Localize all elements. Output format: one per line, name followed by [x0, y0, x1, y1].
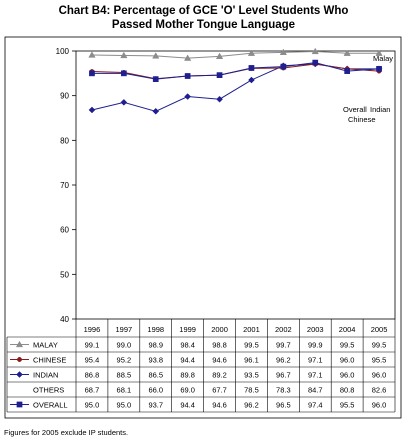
data-label: 84.7	[307, 385, 323, 395]
plot-area	[76, 51, 395, 319]
x-tick-label: 1997	[115, 325, 133, 334]
data-point	[89, 71, 94, 76]
data-label: 99.5	[339, 340, 355, 350]
data-label: 99.9	[307, 340, 323, 350]
data-label: 95.0	[116, 400, 132, 410]
data-label: 98.9	[148, 340, 164, 350]
data-label: 95.5	[339, 400, 355, 410]
data-label: 97.4	[307, 400, 323, 410]
data-point	[17, 372, 23, 378]
x-tick-label: 1996	[83, 325, 101, 334]
y-tick-label: 90	[60, 91, 69, 101]
data-label: 89.8	[180, 370, 195, 380]
data-label: 96.2	[244, 400, 259, 410]
data-label: 93.7	[148, 400, 164, 410]
data-point	[121, 71, 126, 76]
data-label: 95.5	[371, 355, 387, 365]
x-tick-label: 2002	[275, 325, 292, 334]
data-label: 98.8	[212, 340, 227, 350]
data-label: 96.0	[339, 370, 355, 380]
chart-title-line-1: Chart B4: Percentage of GCE 'O' Level Students Who	[58, 5, 349, 17]
data-label: 93.5	[244, 370, 259, 380]
y-tick-label: 70	[60, 181, 69, 190]
data-label: 96.1	[244, 355, 259, 365]
legend-label: INDIAN	[33, 370, 59, 380]
data-label: 95.2	[116, 355, 132, 365]
y-tick-label: 100	[55, 47, 69, 56]
data-label: 99.7	[276, 340, 291, 350]
data-label: 96.7	[276, 370, 291, 380]
data-label: 89.2	[212, 370, 227, 380]
x-tick-label: 2000	[211, 325, 228, 334]
data-point	[249, 65, 254, 70]
table-row-chinese	[10, 356, 386, 365]
data-label: 98.4	[180, 340, 195, 350]
data-point	[345, 69, 350, 74]
data-point	[17, 402, 22, 407]
data-label: 94.6	[212, 400, 227, 410]
annotation-overall: Overall	[343, 105, 367, 114]
data-label: 96.0	[371, 400, 387, 410]
y-axis	[56, 47, 76, 324]
data-label: 80.8	[339, 385, 355, 395]
y-tick-label: 40	[60, 315, 69, 324]
data-point	[281, 64, 286, 69]
data-label: 96.0	[339, 355, 355, 365]
data-label: 94.6	[212, 355, 227, 365]
data-point	[153, 77, 158, 82]
legend-label: OVERALL	[33, 400, 68, 410]
table-row-overall	[10, 401, 386, 410]
data-label: 96.2	[276, 355, 291, 365]
data-label: 88.5	[116, 370, 132, 380]
data-label: 96.0	[371, 370, 387, 380]
annotation-chinese: Chinese	[348, 115, 376, 124]
data-label: 82.6	[371, 385, 387, 395]
data-label: 86.8	[84, 370, 100, 380]
y-tick-label: 80	[60, 136, 69, 146]
data-label: 66.0	[148, 385, 164, 395]
data-label: 99.1	[84, 340, 100, 350]
y-tick-label: 60	[60, 225, 69, 235]
data-point	[217, 73, 222, 78]
data-label: 99.0	[116, 340, 132, 350]
data-point	[185, 73, 190, 78]
annotation-malay: Malay	[373, 54, 394, 63]
x-tick-label: 2005	[370, 325, 388, 334]
data-label: 99.5	[244, 340, 259, 350]
x-tick-label: 1999	[179, 325, 196, 334]
data-label: 99.5	[371, 340, 387, 350]
footnote: Figures for 2005 exclude IP students.	[4, 428, 129, 437]
data-point	[313, 60, 318, 65]
data-label: 94.4	[180, 355, 195, 365]
y-tick-label: 50	[60, 270, 69, 280]
data-label: 97.1	[307, 370, 323, 380]
data-point	[17, 357, 21, 361]
x-tick-label: 1998	[147, 325, 165, 334]
x-tick-label: 2003	[306, 325, 324, 334]
data-label: 67.7	[212, 385, 227, 395]
data-table	[7, 319, 395, 412]
data-label: 68.1	[116, 385, 132, 395]
x-tick-label: 2004	[338, 325, 356, 334]
data-label: 78.3	[276, 385, 291, 395]
data-label: 68.7	[84, 385, 100, 395]
data-label: 94.4	[180, 400, 195, 410]
chart-title-line-2: Passed Mother Tongue Language	[111, 19, 296, 31]
table-row-indian	[10, 371, 386, 380]
legend-label: MALAY	[33, 340, 58, 350]
data-label: 96.5	[276, 400, 291, 410]
annotation-indian: Indian	[370, 105, 391, 114]
table-row-others	[33, 386, 386, 395]
data-label: 78.5	[244, 385, 259, 395]
table-row-malay	[10, 341, 386, 350]
data-label: 86.5	[148, 370, 164, 380]
data-label: 69.0	[180, 385, 195, 395]
data-label: 95.0	[84, 400, 100, 410]
data-label: 93.8	[148, 355, 164, 365]
data-point	[376, 66, 381, 71]
legend-label: CHINESE	[33, 355, 67, 365]
legend-label: OTHERS	[33, 385, 65, 395]
data-label: 97.1	[307, 355, 323, 365]
x-tick-label: 2001	[243, 325, 260, 334]
data-label: 95.4	[84, 355, 100, 365]
